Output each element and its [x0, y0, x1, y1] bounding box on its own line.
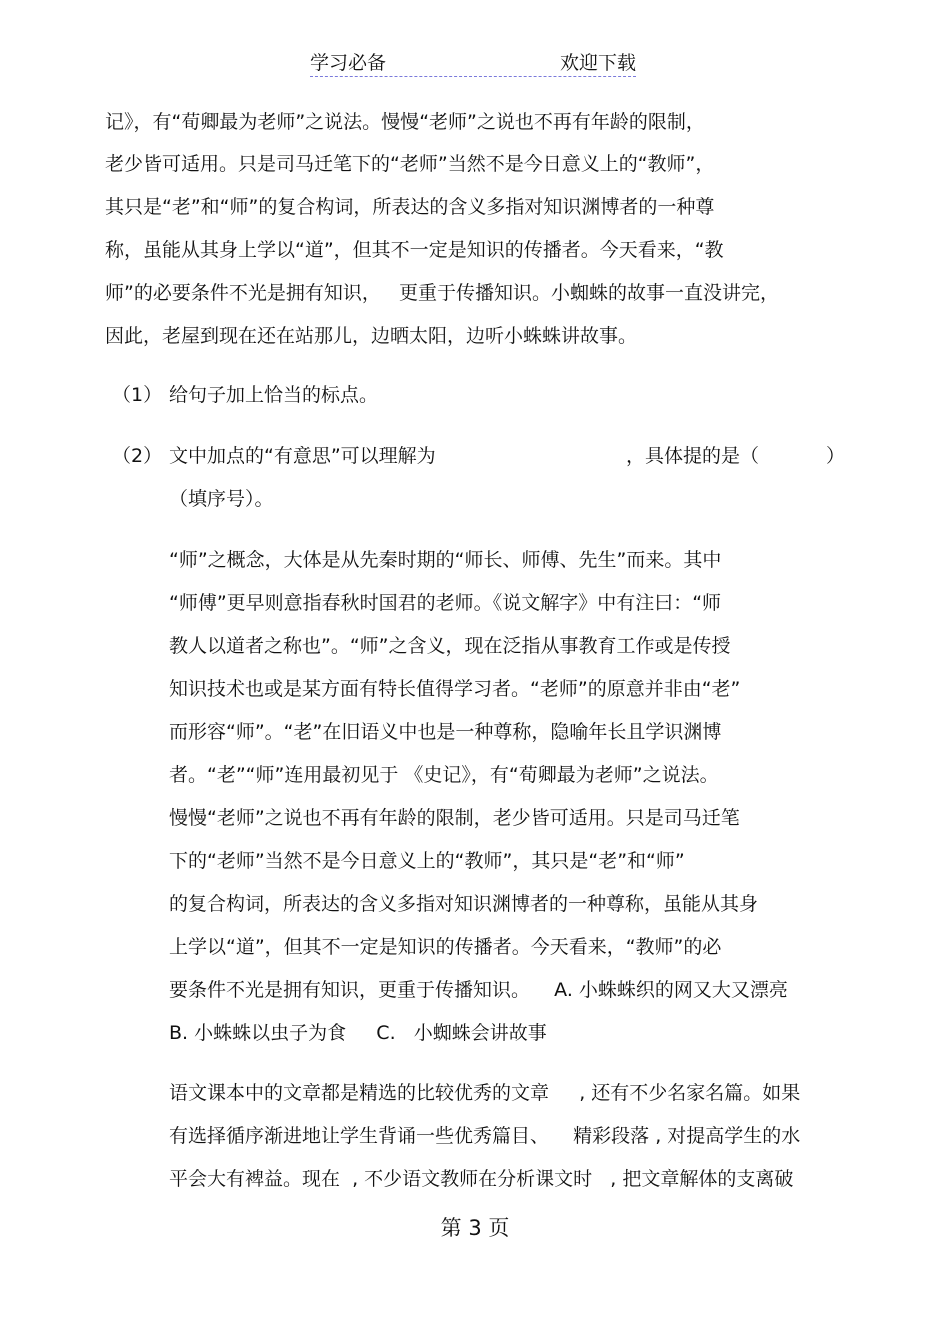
para1-line: 因此，老屋到现在还在站那儿，边晒太阳，边听小蛛蛛讲故事。 — [105, 325, 638, 347]
question-2-line2: （填序号）。 — [169, 488, 274, 510]
header-left-text: 学习必备 — [310, 52, 387, 74]
para2-line: 知识技术也或是某方面有特长值得学习者。“老师”的原意并非由“老” — [169, 678, 741, 700]
para2-line: B. 小蛛蛛以虫子为食 C. 小蜘蛛会讲故事 — [169, 1022, 547, 1044]
para1-line: 称，虽能从其身上学以“道”，但其不一定是知识的传播者。今天看来，“教 — [105, 239, 724, 261]
para3-line: 有选择循序渐进地让学生背诵一些优秀篇目、 精彩段落 , 对提高学生的水 — [169, 1125, 801, 1147]
para2-line: 要条件不光是拥有知识，更重于传播知识。 A. 小蛛蛛织的网又大又漂亮 — [169, 979, 788, 1001]
question-2-end: ） — [826, 445, 846, 467]
question-2-number: （2） — [112, 445, 163, 467]
para2-line: 慢慢“老师”之说也不再有年龄的限制，老少皆可适用。只是司马迁笔 — [169, 807, 740, 829]
header-right-text: 欢迎下载 — [559, 52, 636, 74]
para3-line: 平会大有裨益。现在 , 不少语文教师在分析课文时 , 把文章解体的支离破 — [169, 1168, 794, 1190]
para2-line: 者。“老”“师”连用最初见于 《史记》，有“荀卿最为老师”之说法。 — [169, 764, 719, 786]
para2-line: 下的“老师”当然不是今日意义上的“教师”，其只是“老”和“师” — [169, 850, 685, 872]
question-2-mid: ，具体提的是（ — [626, 445, 760, 467]
para1-line: 记》，有“荀卿最为老师”之说法。慢慢“老师”之说也不再有年龄的限制， — [105, 111, 705, 133]
para1-line: 老少皆可适用。只是司马迁笔下的“老师”当然不是今日意义上的“教师”， — [105, 153, 715, 175]
para2-line: 上学以“道”，但其不一定是知识的传播者。今天看来，“教师”的必 — [169, 936, 722, 958]
page-number: 第 3 页 — [440, 1216, 510, 1240]
para2-line: “师”之概念，大体是从先秦时期的“师长、师傅、先生”而来。其中 — [169, 549, 722, 571]
para2-line: “师傅”更早则意指春秋时国君的老师。《说文解字》中有注曰：“师 — [169, 592, 722, 614]
para1-line: 其只是“老”和“师”的复合构词，所表达的含义多指对知识渊博者的一种尊 — [105, 196, 715, 218]
para1-line: 师”的必要条件不光是拥有知识， 更重于传播知识。小蜘蛛的故事一直没讲完， — [105, 282, 779, 304]
question-2-text: 文中加点的“有意思”可以理解为 — [169, 445, 436, 467]
para3-line: 语文课本中的文章都是精选的比较优秀的文章 , 还有不少名家名篇。如果 — [169, 1082, 801, 1104]
page-header — [310, 48, 636, 77]
para2-line: 的复合构词，所表达的含义多指对知识渊博者的一种尊称，虽能从其身 — [169, 893, 759, 915]
para2-line: 教人以道者之称也”。“师”之含义，现在泛指从事教育工作或是传授 — [169, 635, 731, 657]
para2-line: 而形容“师”。“老”在旧语义中也是一种尊称，隐喻年长且学识渊博 — [169, 721, 722, 743]
question-1-number: （1） — [112, 384, 163, 406]
question-1-text: 给句子加上恰当的标点。 — [169, 384, 379, 406]
